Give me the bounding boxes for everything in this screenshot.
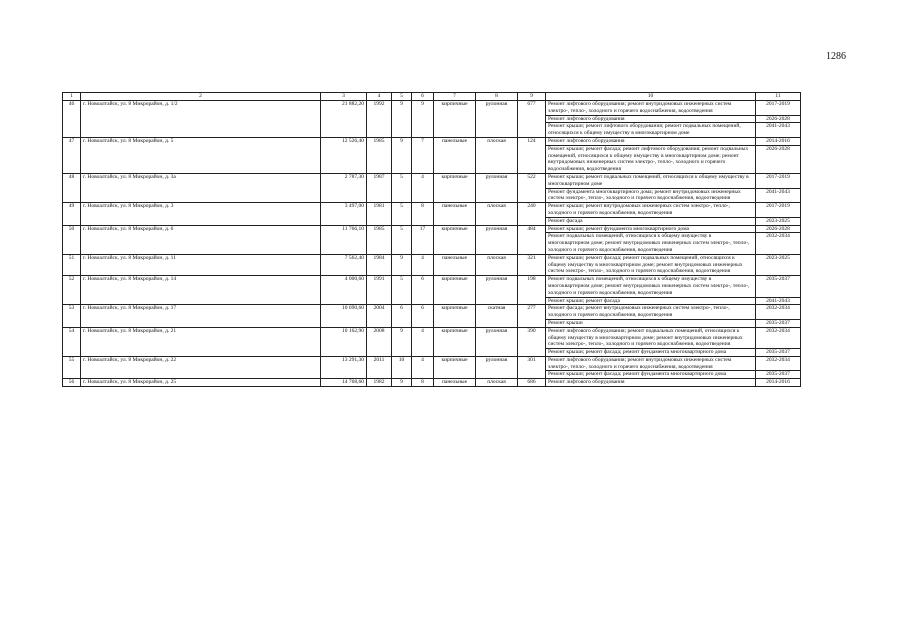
repair-period-cell: 2032-2034	[756, 356, 801, 371]
repair-period-cell: 2017-2019	[756, 173, 801, 188]
address-cell: г. Новоалтайск, ул. 8 Микрорайон, д. 17	[81, 305, 321, 327]
house-number-cell: 52	[63, 276, 81, 305]
repair-works-cell: Ремонт крыши; ремонт фасада; ремонт лифтового оборудования; ремонт подвальных помещений, относящихся к общему имуществу в многоквартирном доме; ремонт внутридомовых инженерных систем электро-, тепло-, холодного и горячего водоснабжения, водоотведения	[546, 145, 756, 173]
repair-works-cell: Ремонт подвальных помещений, относящихся к общему имуществу в многоквартирном доме; ремонт внутридомовых инженерных систем электро-, тепло-, холодного и горячего водоснабжения, водоотведения	[546, 276, 756, 297]
repair-works-cell: Ремонт крыши; ремонт лифтового оборудования; ремонт подвальных помещений, относящихся к общему имуществу в многоквартирном доме	[546, 123, 756, 138]
entrances-cell: 9	[412, 101, 434, 138]
repair-works-cell: Ремонт лифтового оборудования	[546, 379, 756, 387]
repair-period-cell: 2026-2028	[756, 225, 801, 233]
repair-works-cell: Ремонт крыши; ремонт фасада; ремонт фундамента многоквартирного дома	[546, 371, 756, 379]
repair-works-cell: Ремонт лифтового оборудования; ремонт подвальных помещений, относящихся к общему имуществу в многоквартирном доме; ремонт внутридомовых инженерных систем электро-, тепло-, холодного и горячего водоснабжения, водоотведения	[546, 327, 756, 348]
total-area-cell: 13 291,30	[321, 356, 367, 378]
commission-year-cell: 1981	[367, 203, 392, 225]
roof-type-cell: рулонная	[476, 173, 518, 202]
page-number: 1286	[826, 51, 846, 62]
repair-works-cell: Ремонт крыши; ремонт подвальных помещений, относящихся к общему имуществу в многоквартирном доме	[546, 173, 756, 188]
address-cell: г. Новоалтайск, ул. 8 Микрорайон, д. 14	[81, 276, 321, 305]
residents-cell: 321	[518, 254, 546, 275]
address-cell: г. Новоалтайск, ул. 8 Микрорайон, д. 11	[81, 254, 321, 275]
entrances-cell: 7	[412, 137, 434, 173]
repair-works-cell: Ремонт лифтового оборудования; ремонт внутридомовых инженерных систем электро-, тепло-, холодного и горячего водоснабжения, водоотведения	[546, 356, 756, 371]
col-header: 9	[518, 93, 546, 101]
roof-type-cell: рулонная	[476, 276, 518, 305]
repair-period-cell: 2014-2016	[756, 379, 801, 387]
col-header: 1	[63, 93, 81, 101]
repair-period-cell: 2026-2028	[756, 145, 801, 173]
repair-period-cell: 2032-2034	[756, 233, 801, 254]
table-row	[63, 379, 801, 387]
address-cell: г. Новоалтайск, ул. 8 Микрорайон, д. 3	[81, 203, 321, 225]
repair-works-cell: Ремонт лифтового оборудования	[546, 137, 756, 145]
address-cell: г. Новоалтайск, ул. 8 Микрорайон, д. 3а	[81, 173, 321, 202]
residents-cell: 198	[518, 276, 546, 305]
house-number-cell: 54	[63, 327, 81, 356]
commission-year-cell: 1985	[367, 225, 392, 254]
entrances-cell: 17	[412, 225, 434, 254]
house-number-cell: 53	[63, 305, 81, 327]
wall-material-cell: кирпичные	[434, 356, 476, 378]
col-header: 10	[546, 93, 756, 101]
house-number-cell: 48	[63, 173, 81, 202]
roof-type-cell: рулонная	[476, 327, 518, 356]
total-area-cell: 10 162,90	[321, 327, 367, 356]
entrances-cell: 6	[412, 305, 434, 327]
residents-cell: 677	[518, 101, 546, 138]
house-number-cell: 47	[63, 137, 81, 173]
header-row	[63, 93, 801, 101]
repair-works-cell: Ремонт крыши; ремонт фасада; ремонт фундамента многоквартирного дома	[546, 349, 756, 357]
address-cell: г. Новоалтайск, ул. 8 Микрорайон, д. 6	[81, 225, 321, 254]
residents-cell: 277	[518, 305, 546, 327]
house-number-cell: 55	[63, 356, 81, 378]
commission-year-cell: 2008	[367, 327, 392, 356]
roof-type-cell: рулонная	[476, 225, 518, 254]
floors-cell: 6	[392, 305, 412, 327]
repair-period-cell: 2041-2043	[756, 297, 801, 305]
repair-works-cell: Ремонт фасада; ремонт внутридомовых инженерных систем электро-, тепло-, холодного и горячего водоснабжения, водоотведения	[546, 305, 756, 320]
repair-works-cell: Ремонт крыши; ремонт фасада	[546, 297, 756, 305]
commission-year-cell: 1991	[367, 276, 392, 305]
table-row	[63, 305, 801, 320]
commission-year-cell: 1987	[367, 173, 392, 202]
repair-works-cell: Ремонт крыши; ремонт внутридомовых инженерных систем электро-, тепло-, холодного и горячего водоснабжения, водоотведения	[546, 203, 756, 218]
residents-cell: 484	[518, 225, 546, 254]
wall-material-cell: панельные	[434, 254, 476, 275]
commission-year-cell: 1985	[367, 137, 392, 173]
repair-period-cell: 2032-2034	[756, 327, 801, 348]
commission-year-cell: 1992	[367, 101, 392, 138]
repair-works-cell: Ремонт фундамента многоквартирного дома; ремонт внутридомовых инженерных систем электро-, тепло-, холодного и горячего водоснабжения, водоотведения	[546, 188, 756, 203]
entrances-cell: 4	[412, 173, 434, 202]
col-header: 5	[392, 93, 412, 101]
repair-works-cell: Ремонт крыши; ремонт фундамента многоквартирного дома	[546, 225, 756, 233]
col-header: 2	[81, 93, 321, 101]
wall-material-cell: панельные	[434, 203, 476, 225]
repair-works-cell: Ремонт крыши	[546, 319, 756, 327]
table-row	[63, 276, 801, 297]
house-number-cell: 51	[63, 254, 81, 275]
entrances-cell: 8	[412, 203, 434, 225]
repair-works-cell: Ремонт лифтового оборудования	[546, 115, 756, 123]
repair-period-cell: 2035-2037	[756, 319, 801, 327]
col-header: 7	[434, 93, 476, 101]
wall-material-cell: панельные	[434, 137, 476, 173]
floors-cell: 9	[392, 379, 412, 387]
total-area-cell: 21 882,20	[321, 101, 367, 138]
repair-period-cell: 2017-2019	[756, 101, 801, 116]
table-row	[63, 203, 801, 218]
residents-cell: 124	[518, 137, 546, 173]
entrances-cell: 4	[412, 356, 434, 378]
table-row	[63, 356, 801, 371]
total-area-cell: 10 690,60	[321, 305, 367, 327]
floors-cell: 9	[392, 101, 412, 138]
address-cell: г. Новоалтайск, ул. 8 Микрорайон, д. 22	[81, 356, 321, 378]
commission-year-cell: 2004	[367, 305, 392, 327]
total-area-cell: 11 766,10	[321, 225, 367, 254]
residents-cell: 240	[518, 203, 546, 225]
repair-works-cell: Ремонт лифтового оборудования; ремонт внутридомовых инженерных систем электро-, тепло-, холодного и горячего водоснабжения, водоотведения	[546, 101, 756, 116]
wall-material-cell: кирпичные	[434, 173, 476, 202]
table-row	[63, 327, 801, 348]
repair-program-table	[62, 92, 801, 387]
commission-year-cell: 1982	[367, 379, 392, 387]
repair-period-cell: 2041-2043	[756, 123, 801, 138]
roof-type-cell: рулонная	[476, 101, 518, 138]
roof-type-cell: скатная	[476, 305, 518, 327]
residents-cell: 522	[518, 173, 546, 202]
address-cell: г. Новоалтайск, ул. 8 Микрорайон, д. 5	[81, 137, 321, 173]
col-header: 11	[756, 93, 801, 101]
table-row	[63, 173, 801, 188]
total-area-cell: 4 000,60	[321, 276, 367, 305]
col-header: 4	[367, 93, 392, 101]
wall-material-cell: кирпичные	[434, 276, 476, 305]
floors-cell: 5	[392, 276, 412, 305]
entrances-cell: 4	[412, 327, 434, 356]
address-cell: г. Новоалтайск, ул. 8 Микрорайон, д. 1/2	[81, 101, 321, 138]
col-header: 6	[412, 93, 434, 101]
col-header: 8	[476, 93, 518, 101]
entrances-cell: 4	[412, 254, 434, 275]
house-number-cell: 46	[63, 101, 81, 138]
total-area-cell: 3 497,00	[321, 203, 367, 225]
repair-works-cell: Ремонт фасада	[546, 217, 756, 225]
address-cell: г. Новоалтайск, ул. 8 Микрорайон, д. 21	[81, 327, 321, 356]
commission-year-cell: 2011	[367, 356, 392, 378]
repair-period-cell: 2023-2025	[756, 254, 801, 275]
entrances-cell: 6	[412, 276, 434, 305]
repair-period-cell: 2026-2028	[756, 115, 801, 123]
entrances-cell: 8	[412, 379, 434, 387]
floors-cell: 9	[392, 137, 412, 173]
total-area-cell: 2 787,30	[321, 173, 367, 202]
table-body	[63, 101, 801, 387]
repair-works-cell: Ремонт крыши; ремонт фасада; ремонт подвальных помещений, относящихся к общему имуществу в многоквартирном доме; ремонт внутридомовых инженерных систем электро-, тепло-, холодного и горячего водоснабжения, водоотведения	[546, 254, 756, 275]
floors-cell: 5	[392, 225, 412, 254]
table-row	[63, 254, 801, 275]
repair-period-cell: 2041-2043	[756, 188, 801, 203]
col-header: 3	[321, 93, 367, 101]
repair-works-cell: Ремонт подвальных помещений, относящихся к общему имуществу в многоквартирном доме; ремонт внутридомовых инженерных систем электро-, тепло-, холодного и горячего водоснабжения, водоотведения	[546, 233, 756, 254]
wall-material-cell: панельные	[434, 379, 476, 387]
residents-cell: 301	[518, 356, 546, 378]
repair-period-cell: 2014-2016	[756, 137, 801, 145]
residents-cell: 390	[518, 327, 546, 356]
repair-period-cell: 2035-2037	[756, 349, 801, 357]
roof-type-cell: плоская	[476, 254, 518, 275]
house-number-cell: 50	[63, 225, 81, 254]
total-area-cell: 12 526,40	[321, 137, 367, 173]
floors-cell: 10	[392, 356, 412, 378]
roof-type-cell: плоская	[476, 379, 518, 387]
address-cell: г. Новоалтайск, ул. 8 Микрорайон, д. 25	[81, 379, 321, 387]
wall-material-cell: кирпичные	[434, 225, 476, 254]
house-number-cell: 49	[63, 203, 81, 225]
table-row	[63, 225, 801, 233]
roof-type-cell: плоская	[476, 137, 518, 173]
repair-period-cell: 2035-2037	[756, 371, 801, 379]
floors-cell: 9	[392, 254, 412, 275]
total-area-cell: 14 768,60	[321, 379, 367, 387]
floors-cell: 5	[392, 173, 412, 202]
table-row	[63, 137, 801, 145]
roof-type-cell: рулонная	[476, 356, 518, 378]
house-number-cell: 56	[63, 379, 81, 387]
repair-period-cell: 2017-2019	[756, 203, 801, 218]
repair-period-cell: 2023-2025	[756, 217, 801, 225]
floors-cell: 9	[392, 327, 412, 356]
floors-cell: 5	[392, 203, 412, 225]
wall-material-cell: кирпичные	[434, 327, 476, 356]
residents-cell: 686	[518, 379, 546, 387]
table-row	[63, 101, 801, 116]
wall-material-cell: кирпичные	[434, 101, 476, 138]
repair-period-cell: 2032-2034	[756, 305, 801, 320]
repair-period-cell: 2035-2037	[756, 276, 801, 297]
roof-type-cell: плоская	[476, 203, 518, 225]
commission-year-cell: 1984	[367, 254, 392, 275]
total-area-cell: 7 562,40	[321, 254, 367, 275]
wall-material-cell: кирпичные	[434, 305, 476, 327]
